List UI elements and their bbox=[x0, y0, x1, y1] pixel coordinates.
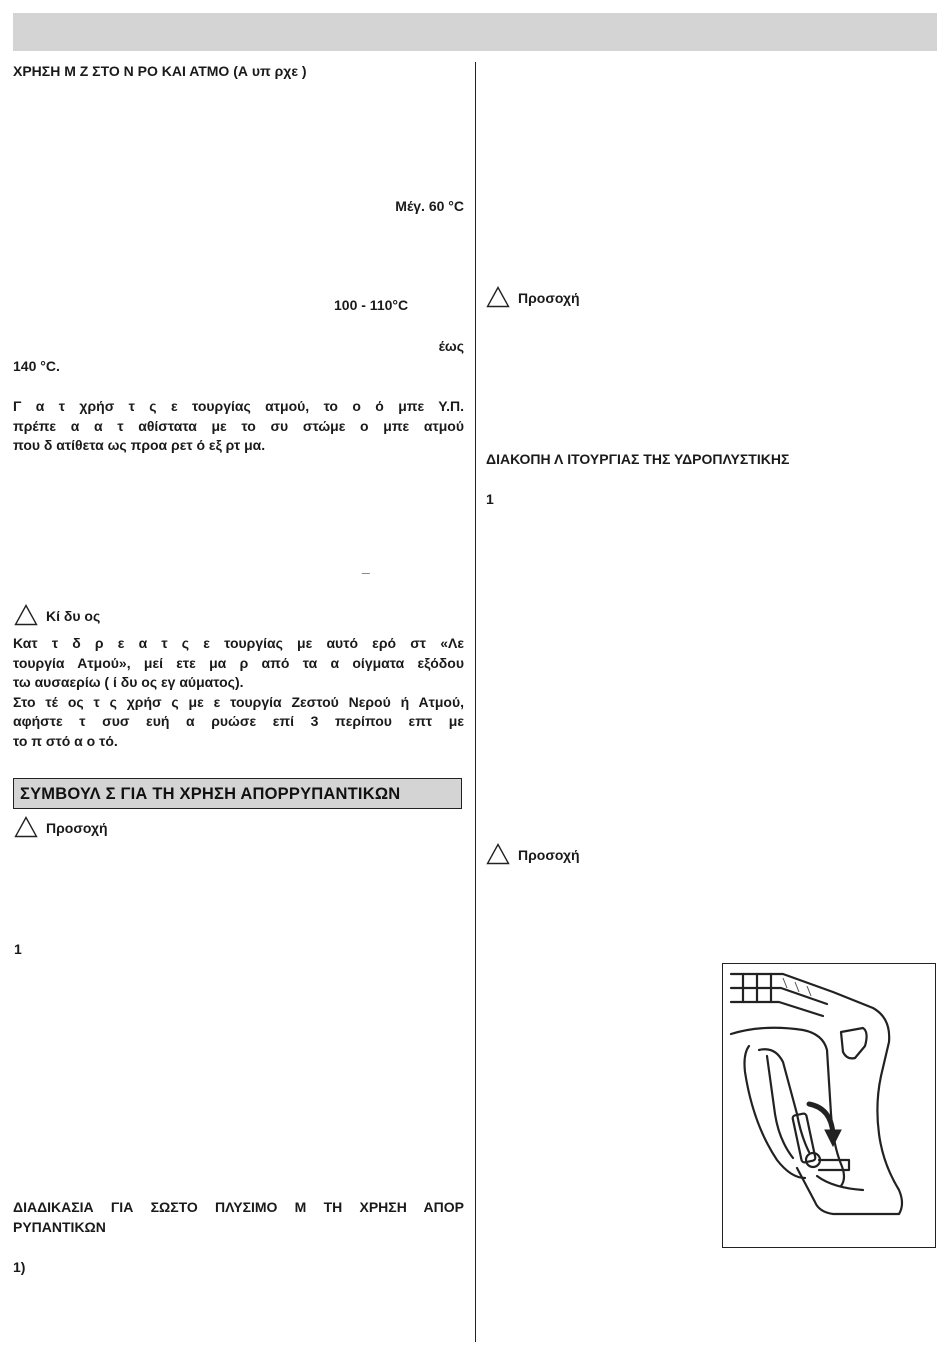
list-item-number: 1) bbox=[13, 1259, 26, 1275]
paragraph-line: Γ α τ χρήσ τ ς ε τουργίας ατμού, το ο ό μπε Υ.Π. bbox=[13, 398, 464, 414]
max-temperature-label: Μέγ. 60 °C bbox=[395, 198, 464, 214]
list-item-number: 1 bbox=[486, 491, 494, 507]
dash-mark: _ bbox=[362, 559, 370, 575]
danger-paragraph bbox=[13, 634, 464, 751]
caution-label: Προσοχή bbox=[46, 820, 108, 836]
temperature-range-label: 100 - 110°C bbox=[334, 297, 409, 313]
paragraph-line: τω αυσαερίω ( ί δυ ος εγ αύματος). bbox=[13, 674, 244, 690]
section-heading-stop-operation: ΔΙΑΚΟΠΗ Λ ΙΤΟΥΡΓΙΑΣ ΤΗΣ ΥΔΡΟΠΛΥΣΤΙΚΗΣ bbox=[486, 451, 790, 467]
heading-line: ΔΙΑΔΙΚΑΣΙΑ ΓΙΑ ΣΩΣΤΟ ΠΛΥΣΙΜΟ Μ ΤΗ ΧΡΗΣΗ ΑΠΟΡ bbox=[13, 1199, 464, 1215]
paragraph-line: τουργία Ατμού», μεί ετε μα ρ από τα α οίγματα εξόδου bbox=[13, 654, 464, 671]
paragraph-line: πρέπε α α τ αθίστατα με το συ στώμε ο μπε ατμού bbox=[13, 417, 464, 434]
warning-triangle-icon bbox=[486, 843, 510, 865]
paragraph-line: το π στό α ο τό. bbox=[13, 732, 118, 749]
temperature-140-label: 140 °C. bbox=[13, 358, 60, 374]
caution-warning-left bbox=[14, 816, 108, 838]
danger-label: Κί δυ ος bbox=[46, 608, 101, 624]
danger-warning bbox=[14, 604, 100, 626]
spray-gun-illustration bbox=[723, 964, 934, 1246]
header-bar bbox=[13, 13, 937, 51]
warning-triangle-icon bbox=[14, 816, 38, 838]
column-divider bbox=[475, 62, 476, 1342]
detergent-advice-heading: ΣΥΜΒΟΥΛ Σ ΓΙΑ ΤΗ ΧΡΗΣΗ ΑΠΟΡΡΥΠΑΝΤΙΚΩΝ bbox=[13, 778, 462, 809]
caution-label: Προσοχή bbox=[518, 290, 580, 306]
warning-triangle-icon bbox=[486, 286, 510, 308]
list-item-number: 1 bbox=[14, 941, 22, 957]
paragraph-line: Κατ τ δ ρ ε α τ ς ε τουργίας με αυτό ερό στ «Λε bbox=[13, 635, 464, 651]
spray-gun-figure bbox=[722, 963, 936, 1248]
caution-warning-right-1 bbox=[486, 286, 580, 308]
paragraph-line: αφήστε τ συσ ευή α ρυώσε επί 3 περίπου επτ με bbox=[13, 713, 464, 729]
up-to-label: έως bbox=[438, 338, 464, 354]
heading-line: ΡΥΠΑΝΤΙΚΩΝ bbox=[13, 1219, 106, 1235]
steam-usage-paragraph bbox=[13, 397, 464, 456]
caution-label: Προσοχή bbox=[518, 847, 580, 863]
warning-triangle-icon bbox=[14, 604, 38, 626]
caution-warning-right-2 bbox=[486, 843, 580, 865]
paragraph-line: Στο τέ ος τ ς χρήσ ς με ε τουργία Ζεστού Νερού ή Ατμού, bbox=[13, 693, 464, 710]
paragraph-line: που δ ατίθετα ως προα ρετ ό εξ ρτ μα. bbox=[13, 437, 266, 453]
section-heading-hot-water-steam: ΧΡΗΣΗ Μ Ζ ΣΤΟ Ν ΡΟ ΚΑΙ ΑΤΜΟ (Α υπ ρχε ) bbox=[13, 63, 307, 79]
section-heading-detergent-procedure bbox=[13, 1197, 464, 1237]
